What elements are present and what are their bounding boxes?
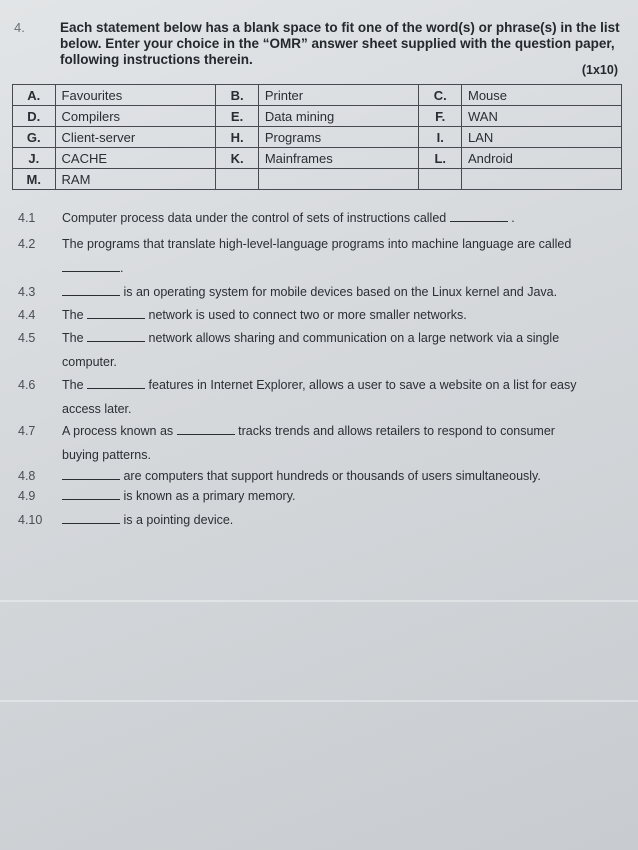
option-word: Client-server	[55, 127, 216, 148]
paper-fold-line	[0, 700, 638, 702]
question-text-after: is a pointing device.	[123, 513, 234, 527]
question-text-after: is known as a primary memory.	[123, 489, 296, 503]
question-number: 4.10	[18, 513, 43, 527]
instruction-text: Each statement below has a blank space to fit one of the word(s) or phrase(s) in the list below. Enter your choice in the “OMR” answer sheet supplied with the question paper, following instructions therein.	[60, 20, 620, 67]
marks-label: (1x10)	[581, 63, 618, 77]
answer-blank[interactable]	[450, 210, 508, 222]
option-letter: K.	[216, 148, 259, 169]
option-letter: I.	[419, 127, 462, 148]
option-word: RAM	[55, 169, 216, 190]
word-table-row	[13, 169, 622, 190]
question-number: 4.6	[18, 378, 36, 392]
option-word: Favourites	[55, 85, 216, 106]
question-text	[62, 210, 622, 226]
option-word: Programs	[258, 127, 419, 148]
answer-blank[interactable]	[177, 423, 235, 435]
answer-blank[interactable]	[62, 260, 120, 272]
question-text-before: Computer process data under the control of sets of instructions called	[62, 211, 447, 225]
answer-blank[interactable]	[62, 468, 120, 480]
question-number: 4.5	[18, 331, 36, 345]
question-text-continued: buying patterns.	[62, 448, 151, 462]
question-text	[62, 284, 622, 300]
word-table-row	[13, 127, 622, 148]
option-word	[461, 169, 621, 190]
option-word: WAN	[461, 106, 621, 127]
question-text-after: are computers that support hundreds or thousands of users simultaneously.	[123, 469, 541, 483]
question-number: 4.2	[18, 237, 36, 251]
question-text-after: tracks trends and allows retailers to respond to consumer	[238, 424, 555, 438]
question-text-before: A process known as	[62, 424, 174, 438]
answer-blank[interactable]	[87, 330, 145, 342]
question-number: 4.1	[18, 211, 36, 225]
option-letter: L.	[419, 148, 462, 169]
option-word: LAN	[461, 127, 621, 148]
word-table-row	[13, 148, 622, 169]
question-number: 4.7	[18, 424, 36, 438]
answer-blank[interactable]	[62, 488, 120, 500]
question-text-after: is an operating system for mobile devices based on the Linux kernel and Java.	[123, 285, 558, 299]
question-number: 4.4	[18, 308, 36, 322]
question-punctuation: .	[120, 261, 124, 275]
question-text-before: The	[62, 378, 84, 392]
question-number: 4.9	[18, 489, 36, 503]
question-text	[62, 236, 622, 276]
question-text-continued	[62, 260, 622, 276]
option-letter	[216, 169, 259, 190]
answer-blank[interactable]	[62, 512, 120, 524]
option-letter: A.	[13, 85, 56, 106]
answer-blank[interactable]	[87, 307, 145, 319]
option-letter: G.	[13, 127, 56, 148]
word-list-table	[12, 84, 622, 190]
word-table-row	[13, 106, 622, 127]
option-letter	[419, 169, 462, 190]
answer-blank[interactable]	[87, 377, 145, 389]
question-text-after: .	[511, 211, 515, 225]
question-text	[62, 330, 622, 370]
question-text	[62, 468, 622, 484]
option-word: CACHE	[55, 148, 216, 169]
paper-fold-line	[0, 600, 638, 602]
option-word: Mouse	[461, 85, 621, 106]
question-text-continued: access later.	[62, 402, 132, 416]
option-word: Compilers	[55, 106, 216, 127]
question-text-continued: computer.	[62, 355, 117, 369]
option-letter: H.	[216, 127, 259, 148]
option-word: Data mining	[258, 106, 419, 127]
option-letter: M.	[13, 169, 56, 190]
question-text-before: The	[62, 331, 84, 345]
option-letter: C.	[419, 85, 462, 106]
question-text	[62, 423, 622, 463]
question-number: 4.8	[18, 469, 36, 483]
option-letter: E.	[216, 106, 259, 127]
question-text	[62, 307, 622, 323]
question-text-after: features in Internet Explorer, allows a user to save a website on a list for easy	[148, 378, 577, 392]
question-number: 4.3	[18, 285, 36, 299]
option-letter: B.	[216, 85, 259, 106]
question-text-before: The programs that translate high-level-language programs into machine language are called	[62, 237, 572, 251]
option-word: Printer	[258, 85, 419, 106]
option-letter: D.	[13, 106, 56, 127]
question-text	[62, 512, 622, 528]
question-text	[62, 377, 622, 417]
option-letter: J.	[13, 148, 56, 169]
option-letter: F.	[419, 106, 462, 127]
question-text-after: network allows sharing and communication on a large network via a single	[148, 331, 560, 345]
question-text-before: The	[62, 308, 84, 322]
question-text	[62, 488, 622, 504]
option-word	[258, 169, 419, 190]
word-table-row	[13, 85, 622, 106]
question-number: 4.	[14, 20, 25, 35]
option-word: Android	[461, 148, 621, 169]
question-text-after: network is used to connect two or more smaller networks.	[148, 308, 467, 322]
answer-blank[interactable]	[62, 284, 120, 296]
option-word: Mainframes	[258, 148, 419, 169]
